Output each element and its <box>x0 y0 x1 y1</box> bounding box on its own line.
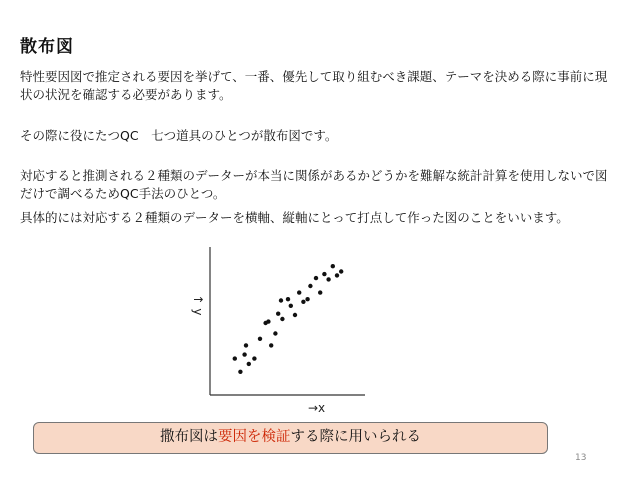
scatter-point <box>233 356 237 360</box>
scatter-point <box>252 356 256 360</box>
y-axis-label: ↑ y <box>191 294 205 316</box>
scatter-point <box>297 290 301 294</box>
purpose-paragraph: 対応すると推測される２種類のデーターが本当に関係があるかどうかを難解な統計計算を使用しないで図だけで調べるためQC手法のひとつ。 <box>20 168 608 201</box>
scatter-point <box>276 312 280 316</box>
scatter-point <box>258 337 262 341</box>
scatter-point <box>289 304 293 308</box>
scatter-point <box>308 284 312 288</box>
intro-paragraph: 特性要因図で推定される要因を挙げて、一番、優先して取り組むべき課題、テーマを決める際に事前に現状の状況を確認する必要があります。 <box>20 69 608 102</box>
slide-title: 散布図 <box>20 37 74 57</box>
summary-callout <box>33 422 548 454</box>
scatter-point <box>242 352 246 356</box>
callout-text-pre: 撒布図は <box>160 429 218 445</box>
scatter-point <box>314 276 318 280</box>
scatter-point <box>339 269 343 273</box>
scatter-point <box>293 313 297 317</box>
scatter-point <box>322 272 326 276</box>
scatter-point <box>335 273 339 277</box>
qc-tools-paragraph: その際に役にたつQC 七つ道具のひとつが散布図です。 <box>20 128 338 143</box>
scatter-point <box>269 343 273 347</box>
callout-emphasis: 要因を検証 <box>218 429 291 445</box>
scatter-point <box>266 319 270 323</box>
scatter-point <box>331 264 335 268</box>
scatter-point <box>318 290 322 294</box>
scatter-point <box>301 300 305 304</box>
scatter-point <box>247 362 251 366</box>
scatter-point <box>279 298 283 302</box>
x-axis-label: →x <box>308 401 326 415</box>
scatter-point <box>280 317 284 321</box>
scatter-points <box>233 264 344 374</box>
scatter-point <box>238 370 242 374</box>
scatter-point <box>305 297 309 301</box>
callout-text-post: する際に用いられる <box>290 429 421 445</box>
scatter-plot <box>190 245 370 417</box>
scatter-point <box>244 343 248 347</box>
scatter-point <box>286 297 290 301</box>
scatter-point <box>273 331 277 335</box>
scatter-point <box>326 277 330 281</box>
definition-paragraph: 具体的には対応する２種類のデーターを横軸、縦軸にとって打点して作った図のことをいいます。 <box>20 210 569 225</box>
page-number: 13 <box>575 453 587 463</box>
